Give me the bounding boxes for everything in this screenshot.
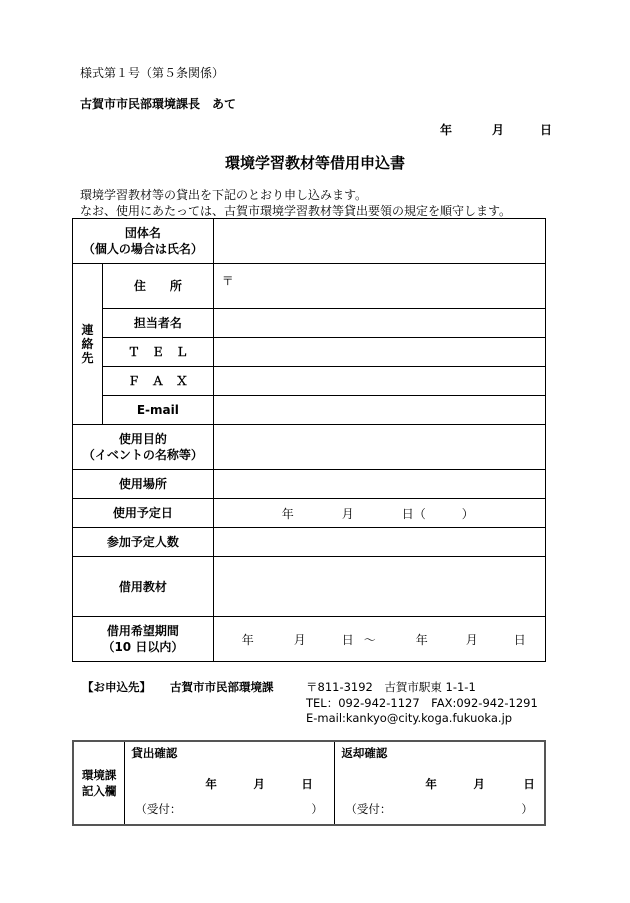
date-close-paren: ）	[461, 507, 474, 521]
office-label-line1: 環境課	[81, 768, 117, 782]
lend-confirm-label: 貸出確認	[131, 746, 178, 760]
person-field[interactable]	[213, 309, 545, 338]
email-field[interactable]	[213, 396, 545, 425]
lend-day: 日	[301, 777, 313, 791]
place-field[interactable]	[213, 470, 545, 499]
period-label-line1: 借用希望期間	[106, 624, 179, 638]
contact-label	[73, 264, 103, 425]
date-label: 使用予定日	[73, 499, 214, 528]
period-month-2: 月	[465, 633, 478, 647]
date-year-unit: 年	[281, 507, 294, 521]
period-label-line2: （10 日以内）	[102, 640, 184, 654]
form-number: 様式第１号（第５条関係）	[80, 66, 225, 80]
lend-receipt-open: （受付：	[135, 802, 182, 816]
addressee: 古賀市市民部環境課長 あて	[80, 97, 237, 111]
email-label: E-mail	[102, 396, 213, 425]
lend-receipt-close: ）	[311, 802, 323, 816]
purpose-label	[73, 425, 214, 470]
application-email: E-mail:kankyo@city.koga.fukuoka.jp	[306, 711, 513, 725]
intro-line-2: なお、使用にあたっては、古賀市環境学習教材等貸出要領の規定を順守します。	[80, 204, 512, 218]
org-name-label-line1: 団体名	[124, 226, 161, 240]
org-name-field[interactable]	[213, 219, 545, 264]
org-name-label	[73, 219, 214, 264]
return-receipt-close: ）	[521, 802, 533, 816]
period-label	[73, 617, 214, 662]
tel-field[interactable]	[213, 338, 545, 367]
contact-label-char-1: 連	[81, 323, 94, 337]
period-year-1: 年	[241, 633, 254, 647]
purpose-label-line1: 使用目的	[118, 432, 167, 446]
place-label: 使用場所	[73, 470, 214, 499]
return-year: 年	[425, 777, 437, 791]
participants-label: 参加予定人数	[73, 528, 214, 557]
application-form-table	[72, 218, 546, 662]
application-telfax: TEL：092-942-1127 FAX:092-942-1291	[306, 696, 538, 710]
contact-label-char-2: 絡	[81, 337, 94, 351]
purpose-field[interactable]	[213, 425, 545, 470]
fax-field[interactable]	[213, 367, 545, 396]
page-title: 環境学習教材等借用申込書	[224, 154, 405, 172]
application-dept: 古賀市市民部環境課	[170, 680, 274, 694]
materials-field[interactable]	[213, 557, 545, 617]
contact-label-char-3: 先	[81, 351, 94, 365]
period-day-2: 日	[513, 633, 526, 647]
return-receipt-open: （受付：	[345, 802, 392, 816]
materials-label: 借用教材	[73, 557, 214, 617]
tel-label: Ｔ Ｅ Ｌ	[102, 338, 213, 367]
application-label: 【お申込先】	[82, 680, 151, 694]
postal-mark: 〒	[221, 274, 234, 288]
date-month: 月	[492, 123, 505, 137]
return-confirm-cell[interactable]	[335, 741, 545, 825]
period-month-1: 月	[293, 633, 306, 647]
office-label-line2: 記入欄	[81, 784, 117, 798]
fax-label: Ｆ Ａ Ｘ	[102, 367, 213, 396]
org-name-label-line2: （個人の場合は氏名）	[82, 242, 203, 256]
date-field[interactable]	[213, 499, 545, 528]
date-day: 日	[540, 123, 553, 137]
address-label: 住 所	[102, 264, 213, 309]
return-month: 月	[473, 777, 485, 791]
date-month-unit: 月	[341, 507, 354, 521]
period-day-1: 日	[341, 633, 354, 647]
date-year: 年	[440, 123, 453, 137]
date-day-unit: 日（	[401, 507, 426, 521]
application-address: 〒811-3192 古賀市駅東 1-1-1	[306, 680, 476, 694]
lend-confirm-cell[interactable]	[125, 741, 335, 825]
purpose-label-line2: （イベントの名称等）	[82, 448, 203, 462]
return-day: 日	[523, 777, 535, 791]
office-use-table	[72, 740, 546, 826]
period-year-2: 年	[415, 633, 428, 647]
return-confirm-label: 返却確認	[341, 746, 388, 760]
address-field[interactable]	[213, 264, 545, 309]
lend-year: 年	[205, 777, 217, 791]
participants-field[interactable]	[213, 528, 545, 557]
office-label	[73, 741, 125, 825]
period-field[interactable]	[213, 617, 545, 662]
lend-month: 月	[253, 777, 265, 791]
period-tilde: ～	[363, 633, 376, 647]
person-label: 担当者名	[102, 309, 213, 338]
intro-line-1: 環境学習教材等の貸出を下記のとおり申し込みます。	[80, 188, 368, 202]
